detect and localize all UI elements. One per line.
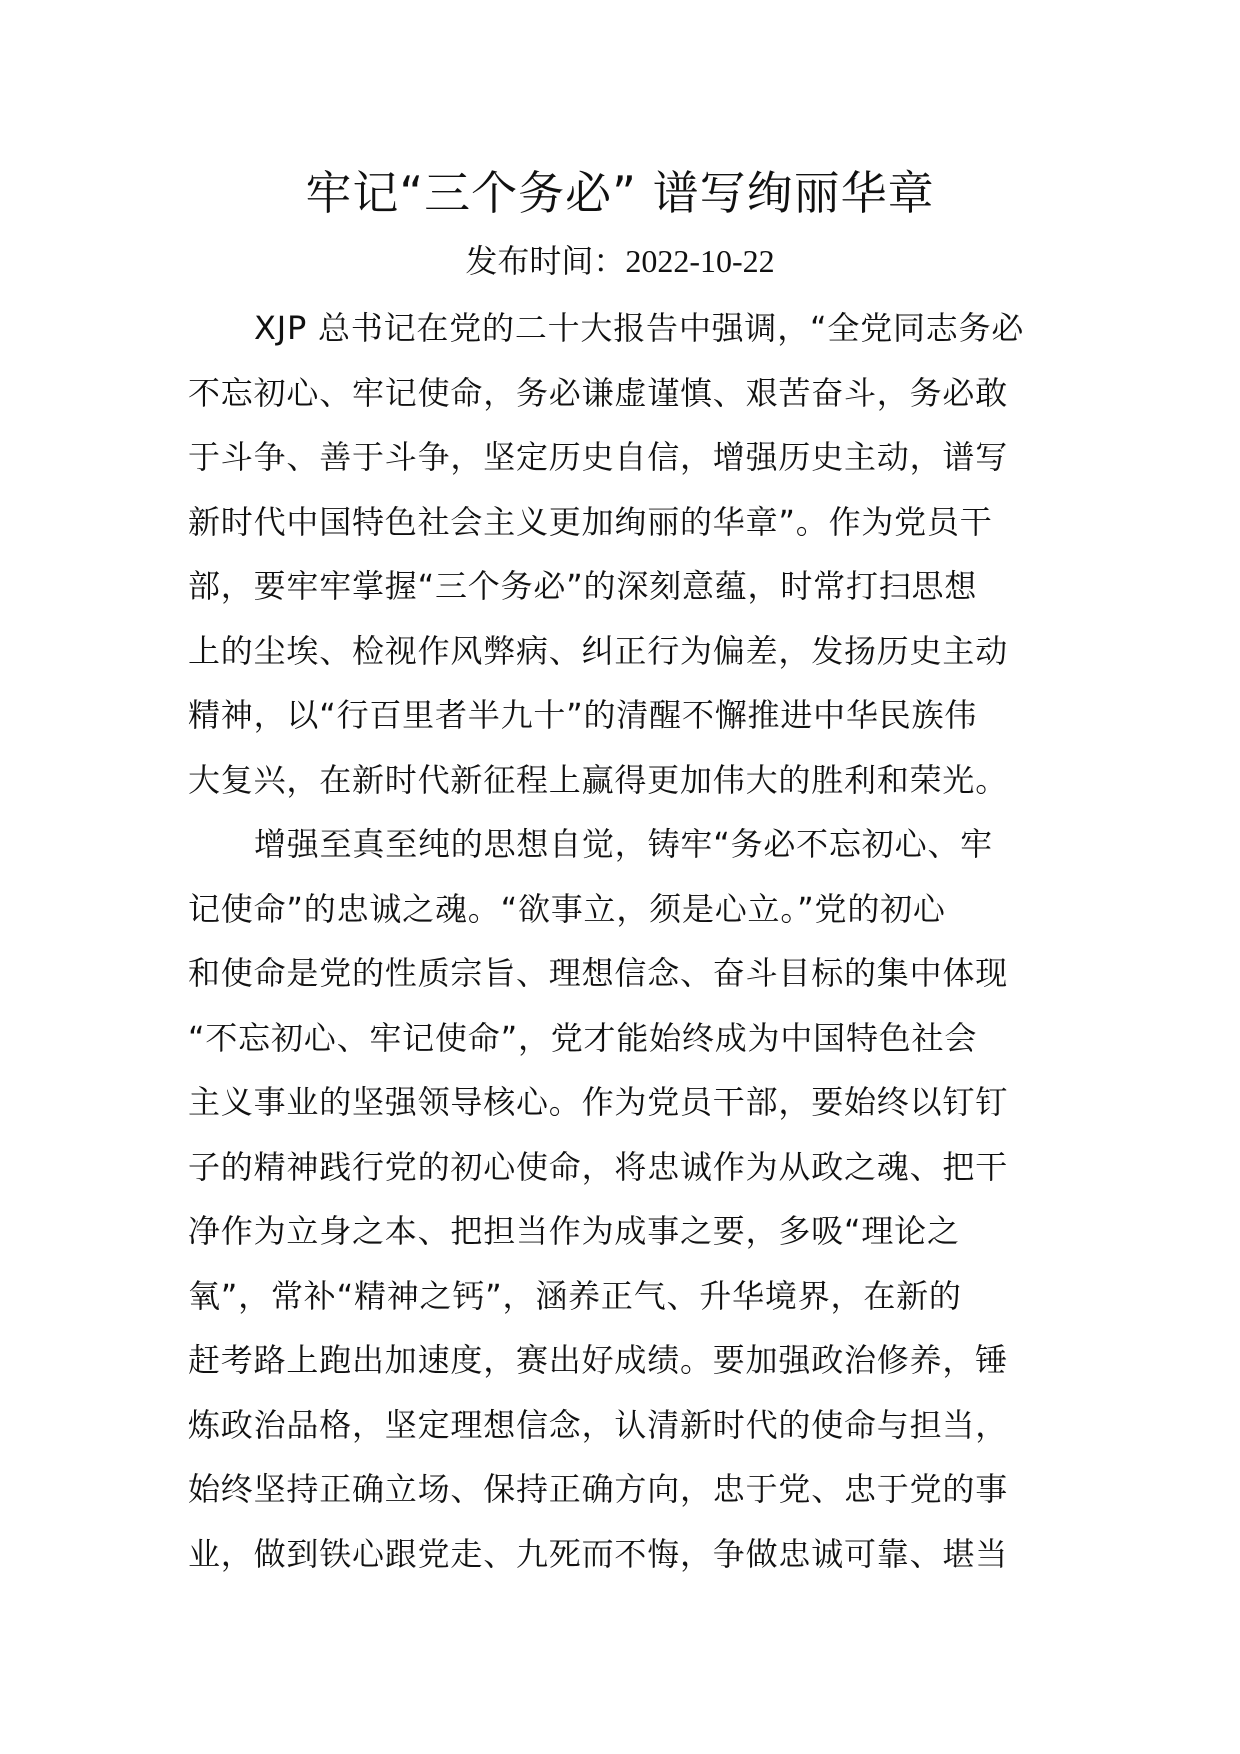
paragraph-line: 业，做到铁心跟党走、九死而不悔，争做忠诚可靠、堪当 — [188, 1534, 1009, 1573]
paragraph-line: 赶考路上跑出加速度，赛出好成绩。要加强政治修养，锤 — [188, 1341, 1009, 1379]
paragraph-line: 上的尘埃、检视作风弊病、纠正行为偏差，发扬历史主动 — [188, 631, 1009, 670]
paragraph-line: 不忘初心、牢记使命，务必谦虚谨慎、艰苦奋斗，务必敢 — [188, 373, 1009, 412]
paragraph-line: 氧”，常补“精神之钙”，涵养正气、升华境界，在新的 — [188, 1276, 962, 1315]
document-body — [188, 296, 1060, 1586]
paragraph-line: 记使命”的忠诚之魂。“欲事立，须是心立。”党的初心 — [188, 889, 946, 928]
document-title: 牢记“三个务必” 谱写绚丽华章 — [305, 166, 935, 220]
paragraph-line: 子的精神践行党的初心使命，将忠诚作为从政之魂、把干 — [188, 1147, 1009, 1186]
paragraph-line: “不忘初心、牢记使命”，党才能始终成为中国特色社会 — [188, 1018, 978, 1057]
paragraph-line: 新时代中国特色社会主义更加绚丽的华章”。作为党员干 — [188, 502, 993, 541]
publish-date — [0, 236, 1240, 286]
paragraph-line: 始终坚持正确立场、保持正确方向，忠于党、忠于党的事 — [188, 1470, 1009, 1508]
paragraph-line: 精神，以“行百里者半九十”的清醒不懈推进中华民族伟 — [188, 696, 978, 734]
paragraph-line: 于斗争、善于斗争，坚定历史自信，增强历史主动，谱写 — [188, 438, 1009, 476]
paragraph-line: XJP 总书记在党的二十大报告中强调，“全党同志务必 — [254, 309, 1025, 347]
paragraph-line: 增强至真至纯的思想自觉，铸牢“务必不忘初心、牢 — [254, 825, 993, 863]
paragraph-line: 净作为立身之本、把担当作为成事之要，多吸“理论之 — [188, 1212, 960, 1250]
paragraph-line: 炼政治品格，坚定理想信念，认清新时代的使命与担当， — [188, 1405, 1009, 1444]
paragraph-line: 和使命是党的性质宗旨、理想信念、奋斗目标的集中体现 — [188, 954, 1009, 992]
publish-date-value: 2022-10-22 — [625, 243, 775, 279]
paragraph-line: 主义事业的坚强领导核心。作为党员干部，要始终以钉钉 — [188, 1083, 1009, 1121]
paragraph-line: 部，要牢牢掌握“三个务必”的深刻意蕴，时常打扫思想 — [188, 567, 978, 605]
paragraph-line: 大复兴，在新时代新征程上赢得更加伟大的胜利和荣光。 — [188, 760, 1009, 799]
publish-date-label: 发布时间： — [465, 242, 626, 280]
